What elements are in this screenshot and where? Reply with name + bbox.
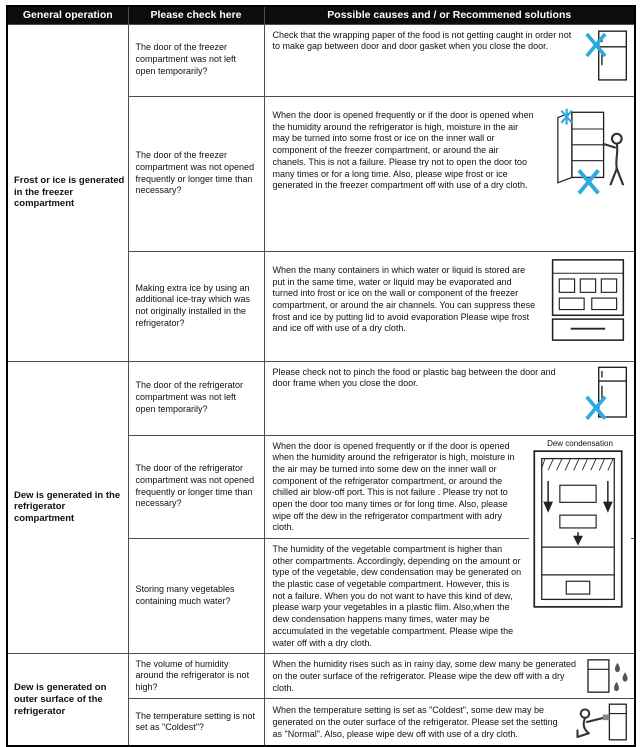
col-header-possible-causes: Possible causes and / or Recommened solutions	[264, 6, 635, 24]
fridge-dew-drops-icon	[580, 655, 634, 697]
check-fridge-door-opened-frequently: The door of the refrigerator compartment was not opened frequently or longer time than necessary?	[128, 435, 264, 539]
check-fridge-door-left-open: The door of the refrigerator compartment was not left open temporarily?	[128, 361, 264, 435]
fridge-closed-bottom-x-icon	[580, 362, 634, 426]
solution-text: Check that the wrapping paper of the food is not getting caught in order not to make gap between door and door gasket when you close the door.	[272, 29, 572, 52]
fridge-open-person-x-icon	[538, 97, 634, 205]
dew-condensation-diagram-icon	[530, 449, 630, 609]
solution-text: Please check not to pinch the food or plastic bag between the door and door frame when you close the door.	[272, 366, 556, 389]
check-storing-vegetables: Storing many vegetables containing much water?	[128, 539, 264, 654]
solution-text: When the humidity rises such as in rainy day, some dew many be generated on the outer surface of the refrigerator. Please wipe the dew off with a dry cloth.	[272, 659, 576, 693]
check-freezer-door-left-open: The door of the freezer compartment was not left open temporarily?	[128, 24, 264, 96]
col-header-please-check-here: Please check here	[128, 6, 264, 24]
solution-text: The humidity of the vegetable compartment is higher than other compartments. Accordingly, depending on the amount or type of the vegetable, dew condensation may be generated on the plastic case of vegetable compartment. However, this is not a failure. When you do not want to have this kind of dew, please warp your vegetables in a plastic flim. Also,when the dew condensation happens many times, water may be accumulated in the vegetable compartment. Please wipe the water off with a dry cloth.	[272, 544, 522, 648]
solution-fridge-door-left-open	[264, 361, 635, 435]
check-freezer-door-opened-frequently: The door of the freezer compartment was not opened frequently or longer time than necessary?	[128, 96, 264, 251]
fridge-closed-top-x-icon	[580, 25, 634, 87]
col-header-general-operation: General operation	[7, 6, 128, 24]
solution-extra-ice-tray	[264, 251, 635, 361]
solution-humidity-high	[264, 654, 635, 699]
operation-dew-outer-surface: Dew is generated on outer surface of the refrigerator	[7, 654, 128, 747]
troubleshooting-table	[6, 5, 636, 747]
operation-frost-ice-freezer: Frost or ice is generated in the freezer compartment	[7, 24, 128, 361]
solution-text: When the many containers in which water or liquid is stored are put in the same time, water or liquid may be evaporated and turned into frost or ice on the wall or component of the freezer compartment, or around the air channels. You can suppress these frost and ice by putting lid to avoid evaporation Please wipe frost and ice off with use of a dry cloth.	[272, 264, 536, 334]
freezer-drawer-containers-icon	[540, 252, 634, 348]
table-header-row	[7, 6, 635, 24]
solution-text: When the door is opened frequently or if the door is opened when the humidity around the refrigerator is high, moisture in the air may be turned into some frost or ice on the inner wall or component of the freezer compartment, or around the air chanels. This is not a failure. Please try not to open the door too many times or for a long time. Also, please wipe frost or ice generated in the freezer compartment off with use of a dry cloth.	[272, 110, 534, 191]
check-humidity-high: The volume of humidity around the refrigerator is not high?	[128, 654, 264, 699]
table-row	[7, 654, 635, 699]
solution-freezer-door-opened-frequently	[264, 96, 635, 251]
solution-temperature-coldest	[264, 699, 635, 747]
check-extra-ice-tray: Making extra ice by using an additional ice-tray which was not originally installed in the refrigerator?	[128, 251, 264, 361]
dew-condensation-figure	[529, 438, 631, 611]
table-row	[7, 24, 635, 96]
figure-label: Dew condensation	[547, 438, 613, 448]
check-temperature-coldest: The temperature setting is not set as "Coldest"?	[128, 699, 264, 747]
solution-fridge-door-opened-frequently	[264, 435, 635, 539]
table-row	[7, 361, 635, 435]
solution-text: When the temperature setting is set as "Coldest", some dew may be generated on the outer surface of the refrigerator. Please set the setting as "Normal". Also, please wipe dew off with use of a dry cloth.	[272, 705, 558, 739]
operation-dew-refrigerator: Dew is generated in the refrigerator compartment	[7, 361, 128, 654]
solution-freezer-door-left-open	[264, 24, 635, 96]
solution-text: When the door is opened frequently or if the door is opened when the humidity around the refrigerator is high, moisture in the air may be turned into some dew on the inner wall or component of the refrigerator compartment, or around the chilled air blow-off port. This is not failure . Please try not to open the door too many times or for long time. Also, please wipe off the dew in the refrigerator compartment with adry cloth.	[272, 440, 515, 533]
person-wiping-fridge-icon	[566, 699, 634, 745]
